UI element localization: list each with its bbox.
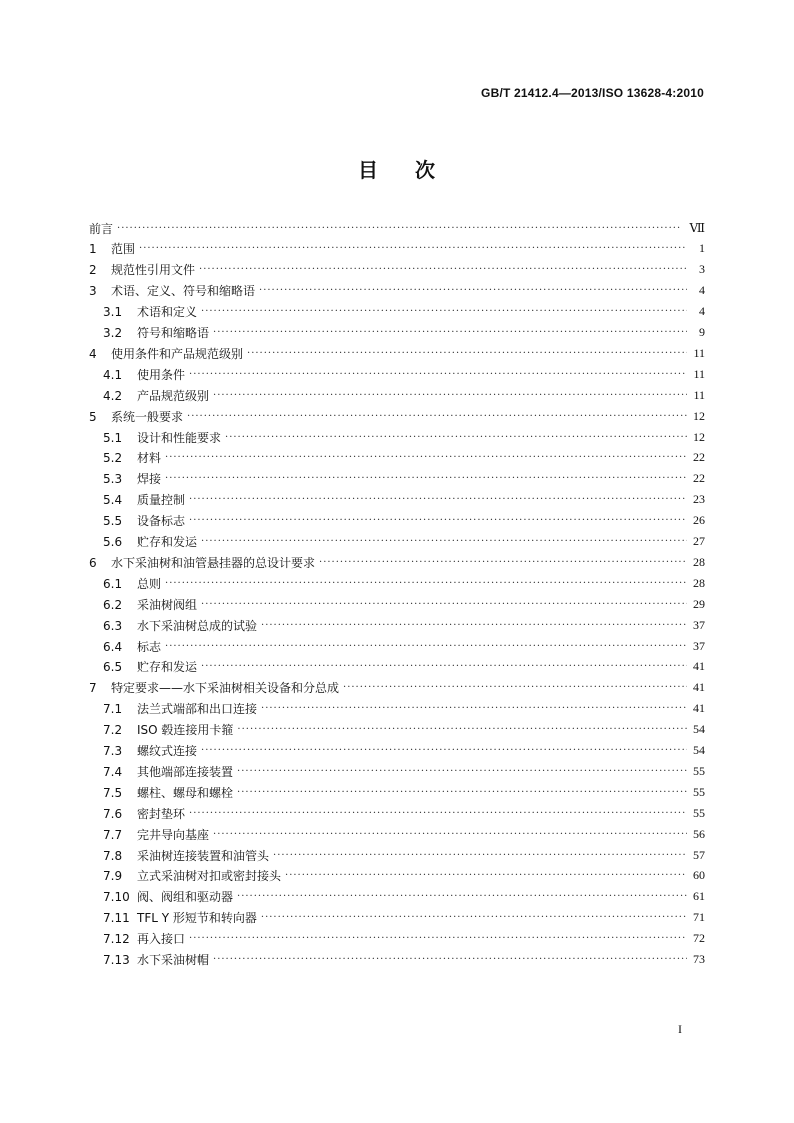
toc-entry-number: 7.3 [103, 744, 123, 758]
toc-leader-dots [237, 891, 687, 902]
toc-entry-label [103, 512, 185, 529]
toc-entry-page: 41 [693, 701, 705, 716]
toc-entry[interactable] [89, 385, 705, 405]
toc-entry-number: 6 [89, 555, 97, 570]
toc-entry-label [103, 387, 209, 404]
toc-entry[interactable] [89, 490, 705, 510]
toc-entry-label [103, 951, 209, 968]
toc-entry-page: 41 [693, 680, 705, 695]
toc-entry-title: 范围 [111, 242, 136, 257]
toc-leader-dots [259, 285, 687, 296]
toc-entry[interactable] [89, 615, 705, 635]
toc-entry[interactable] [89, 929, 705, 949]
toc-entry-number: 6.5 [103, 660, 123, 675]
toc-entry[interactable] [89, 678, 705, 698]
toc-entry-label [103, 429, 221, 446]
toc-entry-number: 7.4 [103, 764, 123, 779]
toc-entry-title: 总则 [137, 576, 162, 591]
toc-entry-number: 5 [89, 409, 97, 424]
toc-entry[interactable] [89, 803, 705, 823]
toc-entry-title: 贮存和发运 [137, 660, 198, 675]
toc-entry-number: 7.2 [103, 723, 123, 738]
toc-entry-number: 5.4 [103, 493, 123, 508]
toc-entry[interactable] [89, 448, 705, 468]
toc-entry-label [103, 324, 209, 341]
toc-leader-dots [261, 703, 687, 714]
toc-entry-label [103, 826, 209, 843]
toc-entry-title: 特定要求——水下采油树相关设备和分总成 [111, 681, 340, 696]
toc-entry-number: 4.2 [103, 388, 123, 403]
toc-entry-page: 23 [693, 492, 705, 507]
toc-entry-label [103, 449, 161, 466]
toc-entry-title: 材料 [137, 451, 162, 466]
toc-entry-title: 采油树阀组 [137, 597, 198, 612]
toc-entry-page: 29 [693, 596, 705, 611]
toc-entry-label [89, 282, 255, 299]
toc-entry-title: 水下采油树帽 [137, 953, 210, 967]
toc-entry-title: 术语和定义 [137, 305, 198, 320]
toc-leader-dots [213, 954, 687, 965]
toc-leader-dots [201, 599, 687, 610]
toc-entry[interactable] [89, 260, 705, 280]
toc-entry-number: 5.5 [103, 514, 123, 529]
toc-entry-number: 7.1 [103, 702, 123, 717]
toc-entry-label [103, 303, 197, 320]
toc-entry-page: 37 [693, 638, 705, 653]
toc-entry[interactable] [89, 908, 705, 928]
toc-entry-number: 3.2 [103, 326, 123, 340]
toc-entry-page: 61 [693, 889, 705, 904]
toc-entry-number: 5.6 [103, 535, 123, 549]
toc-leader-dots [319, 557, 687, 568]
toc-entry[interactable] [89, 281, 705, 301]
toc-entry-page: 9 [699, 325, 705, 339]
toc-leader-dots [261, 912, 687, 923]
toc-entry-label [103, 638, 161, 655]
toc-entry[interactable] [89, 845, 705, 865]
toc-entry-label [103, 658, 197, 675]
toc-entry-page: 26 [693, 513, 705, 528]
toc-entry-title: 螺柱、螺母和螺栓 [137, 785, 234, 800]
page-title [0, 154, 794, 183]
toc-entry-number: 6.3 [103, 618, 123, 633]
toc-entry-number: 2 [89, 263, 97, 278]
toc-entry-label [103, 888, 233, 905]
toc-entry[interactable] [89, 364, 705, 384]
toc-entry[interactable] [89, 552, 705, 572]
toc-leader-dots [189, 808, 687, 819]
toc-entry-number: 3 [89, 284, 97, 299]
toc-entry-title: 系统一般要求 [111, 409, 184, 424]
toc-entry-label [103, 491, 185, 508]
toc-leader-dots [117, 223, 685, 234]
toc-entry[interactable] [89, 741, 705, 761]
toc-leader-dots [213, 327, 687, 338]
toc-entry-page: 4 [699, 283, 705, 298]
toc-leader-dots [237, 766, 687, 777]
toc-leader-dots [189, 933, 687, 944]
title-char-2: 次 [415, 158, 436, 182]
toc-entry-title: 前言 [89, 221, 114, 236]
toc-entry[interactable] [89, 720, 705, 740]
toc-entry[interactable] [89, 824, 705, 844]
toc-entry-page: 56 [693, 826, 705, 841]
toc-entry-label [103, 366, 185, 383]
toc-leader-dots [189, 369, 687, 380]
toc-leader-dots [189, 515, 687, 526]
toc-entry-title: 质量控制 [137, 493, 186, 508]
toc-entry-label [103, 867, 281, 884]
toc-leader-dots [165, 641, 687, 652]
toc-entry-number: 4.1 [103, 367, 123, 382]
page-number: I [678, 1022, 682, 1036]
toc-entry-number: 7 [89, 681, 97, 696]
toc-entry-page: 37 [693, 617, 705, 632]
toc-entry[interactable] [89, 427, 705, 447]
toc-entry-number: 6.2 [103, 597, 123, 612]
toc-entry-number: 7.13 [103, 953, 130, 967]
toc-entry[interactable] [89, 469, 705, 489]
toc-entry-label [103, 847, 269, 864]
toc-entry-page: Ⅶ [689, 220, 705, 235]
toc-entry-page: 73 [693, 952, 705, 966]
title-char-1: 目 [358, 158, 379, 182]
toc-entry[interactable] [89, 761, 705, 781]
toc-leader-dots [261, 620, 687, 631]
toc-entry-page: 11 [693, 345, 705, 360]
toc-entry-page: 1 [699, 241, 705, 256]
toc-entry-title: 立式采油树对扣或密封接头 [137, 869, 282, 884]
toc-leader-dots [201, 306, 687, 317]
toc-entry-label [103, 742, 197, 759]
toc-entry-label [103, 470, 161, 487]
toc-entry-title: 采油树连接装置和油管头 [137, 848, 270, 863]
toc-entry-title: 再入接口 [137, 932, 186, 947]
toc-entry-label [103, 784, 233, 801]
toc-entry-number: 1 [89, 242, 97, 257]
toc-entry-page: 55 [693, 763, 705, 778]
toc-leader-dots [213, 829, 687, 840]
toc-entry-label [103, 763, 233, 780]
toc-entry-page: 28 [693, 575, 705, 590]
toc-entry-title: 标志 [137, 639, 162, 654]
toc-entry-label [103, 805, 185, 822]
toc-entry-number: 7.10 [103, 890, 130, 905]
toc-entry-number: 7.11 [103, 911, 130, 926]
toc-entry-label [103, 700, 257, 717]
toc-entry[interactable] [89, 532, 705, 552]
toc-entry-number: 3.1 [103, 305, 123, 320]
toc-entry[interactable] [89, 239, 705, 259]
toc-entry-title: 螺纹式连接 [137, 744, 198, 758]
toc-entry-label [103, 533, 197, 550]
toc-leader-dots [225, 432, 687, 443]
toc-entry-title: 阀、阀组和驱动器 [137, 890, 234, 905]
toc-leader-dots [213, 390, 687, 401]
toc-entry[interactable] [89, 573, 705, 593]
toc-leader-dots [273, 850, 687, 861]
toc-leader-dots [165, 452, 687, 463]
toc-leader-dots [199, 264, 687, 275]
toc-leader-dots [237, 787, 687, 798]
toc-entry-page: 27 [693, 534, 705, 548]
toc-entry-number: 5.1 [103, 430, 123, 445]
toc-entry-label [89, 408, 183, 425]
toc-entry-page: 54 [693, 743, 705, 757]
toc-entry-page: 41 [693, 659, 705, 674]
toc-entry[interactable] [89, 218, 705, 238]
toc-entry-label [103, 909, 257, 926]
toc-entry-number: 7.5 [103, 785, 123, 800]
toc-entry-number: 7.9 [103, 869, 123, 884]
toc-entry-page: 71 [693, 910, 705, 925]
toc-entry[interactable] [89, 594, 705, 614]
toc-entry-label [89, 554, 315, 571]
toc-entry-number: 7.7 [103, 827, 123, 842]
toc-entry-title: TFL Y 形短节和转向器 [137, 911, 257, 926]
toc-entry-label [89, 261, 195, 278]
toc-entry-title: 设计和性能要求 [137, 430, 222, 445]
toc-entry-page: 55 [693, 784, 705, 799]
toc-entry-number: 6.1 [103, 576, 123, 591]
toc-entry-page: 11 [693, 366, 705, 381]
toc-entry-label [89, 679, 339, 696]
toc-entry-page: 55 [693, 805, 705, 820]
toc-entry[interactable] [89, 511, 705, 531]
toc-entry-title: 符号和缩略语 [137, 326, 210, 340]
toc-entry-page: 60 [693, 868, 705, 883]
toc-entry-title: 完井导向基座 [137, 827, 210, 842]
toc-entry[interactable] [89, 699, 705, 719]
toc-entry-page: 22 [693, 471, 705, 486]
toc-entry-page: 72 [693, 931, 705, 946]
toc-entry-page: 22 [693, 450, 705, 465]
toc-entry-label [89, 220, 113, 237]
toc-leader-dots [237, 724, 687, 735]
toc-entry[interactable] [89, 782, 705, 802]
toc-entry-page: 11 [693, 387, 705, 402]
toc-leader-dots [247, 348, 687, 359]
toc-leader-dots [139, 243, 687, 254]
toc-leader-dots [201, 745, 687, 756]
toc-entry-label [89, 345, 243, 362]
toc-entry-label [103, 721, 233, 738]
toc-entry[interactable] [89, 323, 705, 343]
toc-entry-title: 设备标志 [137, 514, 186, 529]
toc-entry-page: 3 [699, 262, 705, 277]
toc-entry-number: 5.2 [103, 451, 123, 466]
toc-leader-dots [201, 661, 687, 672]
toc-entry-title: 产品规范级别 [137, 388, 210, 403]
toc-entry-page: 12 [693, 408, 705, 423]
toc-entry[interactable] [89, 302, 705, 322]
toc-entry-page: 54 [693, 722, 705, 737]
toc-entry-title: 术语、定义、符号和缩略语 [111, 284, 256, 299]
toc-entry[interactable] [89, 950, 705, 970]
toc-entry-title: 密封垫环 [137, 806, 186, 821]
toc-entry-title: 其他端部连接装置 [137, 764, 234, 779]
toc-leader-dots [189, 494, 687, 505]
toc-entry-number: 7.8 [103, 848, 123, 863]
toc-entry[interactable] [89, 343, 705, 363]
toc-leader-dots [201, 536, 687, 547]
toc-entry-page: 57 [693, 847, 705, 862]
toc-entry-label [103, 575, 161, 592]
toc-entry-label [89, 240, 135, 257]
toc-entry-number: 6.4 [103, 639, 123, 654]
toc-entry-number: 7.12 [103, 932, 130, 947]
toc-entry-label [103, 617, 257, 634]
toc-entry-label [103, 930, 185, 947]
toc-entry-title: ISO 毂连接用卡箍 [137, 723, 234, 738]
toc-entry-title: 水下采油树总成的试验 [137, 618, 258, 633]
toc-leader-dots [187, 411, 687, 422]
toc-entry-number: 5.3 [103, 472, 123, 487]
toc-leader-dots [165, 473, 687, 484]
toc-entry-page: 4 [699, 304, 705, 319]
toc-leader-dots [165, 578, 687, 589]
toc-entry[interactable] [89, 887, 705, 907]
toc-entry-title: 焊接 [137, 472, 162, 487]
toc-entry-number: 4 [89, 346, 97, 361]
toc-entry-title: 使用条件 [137, 367, 186, 382]
toc-entry[interactable] [89, 657, 705, 677]
standard-code: GB/T 21412.4—2013/ISO 13628-4:2010 [481, 86, 704, 100]
toc-entry-label [103, 596, 197, 613]
toc-leader-dots [343, 682, 687, 693]
toc-entry[interactable] [89, 866, 705, 886]
toc-entry-title: 使用条件和产品规范级别 [111, 346, 244, 361]
toc-entry-title: 贮存和发运 [137, 535, 198, 549]
toc-entry[interactable] [89, 636, 705, 656]
toc-leader-dots [285, 870, 687, 881]
toc-entry-number: 7.6 [103, 806, 123, 821]
toc-entry-title: 水下采油树和油管悬挂器的总设计要求 [111, 555, 316, 570]
toc-entry-page: 12 [693, 429, 705, 444]
toc-entry[interactable] [89, 406, 705, 426]
toc-entry-page: 28 [693, 554, 705, 569]
toc-entry-title: 规范性引用文件 [111, 263, 196, 278]
toc-entry-title: 法兰式端部和出口连接 [137, 702, 258, 717]
